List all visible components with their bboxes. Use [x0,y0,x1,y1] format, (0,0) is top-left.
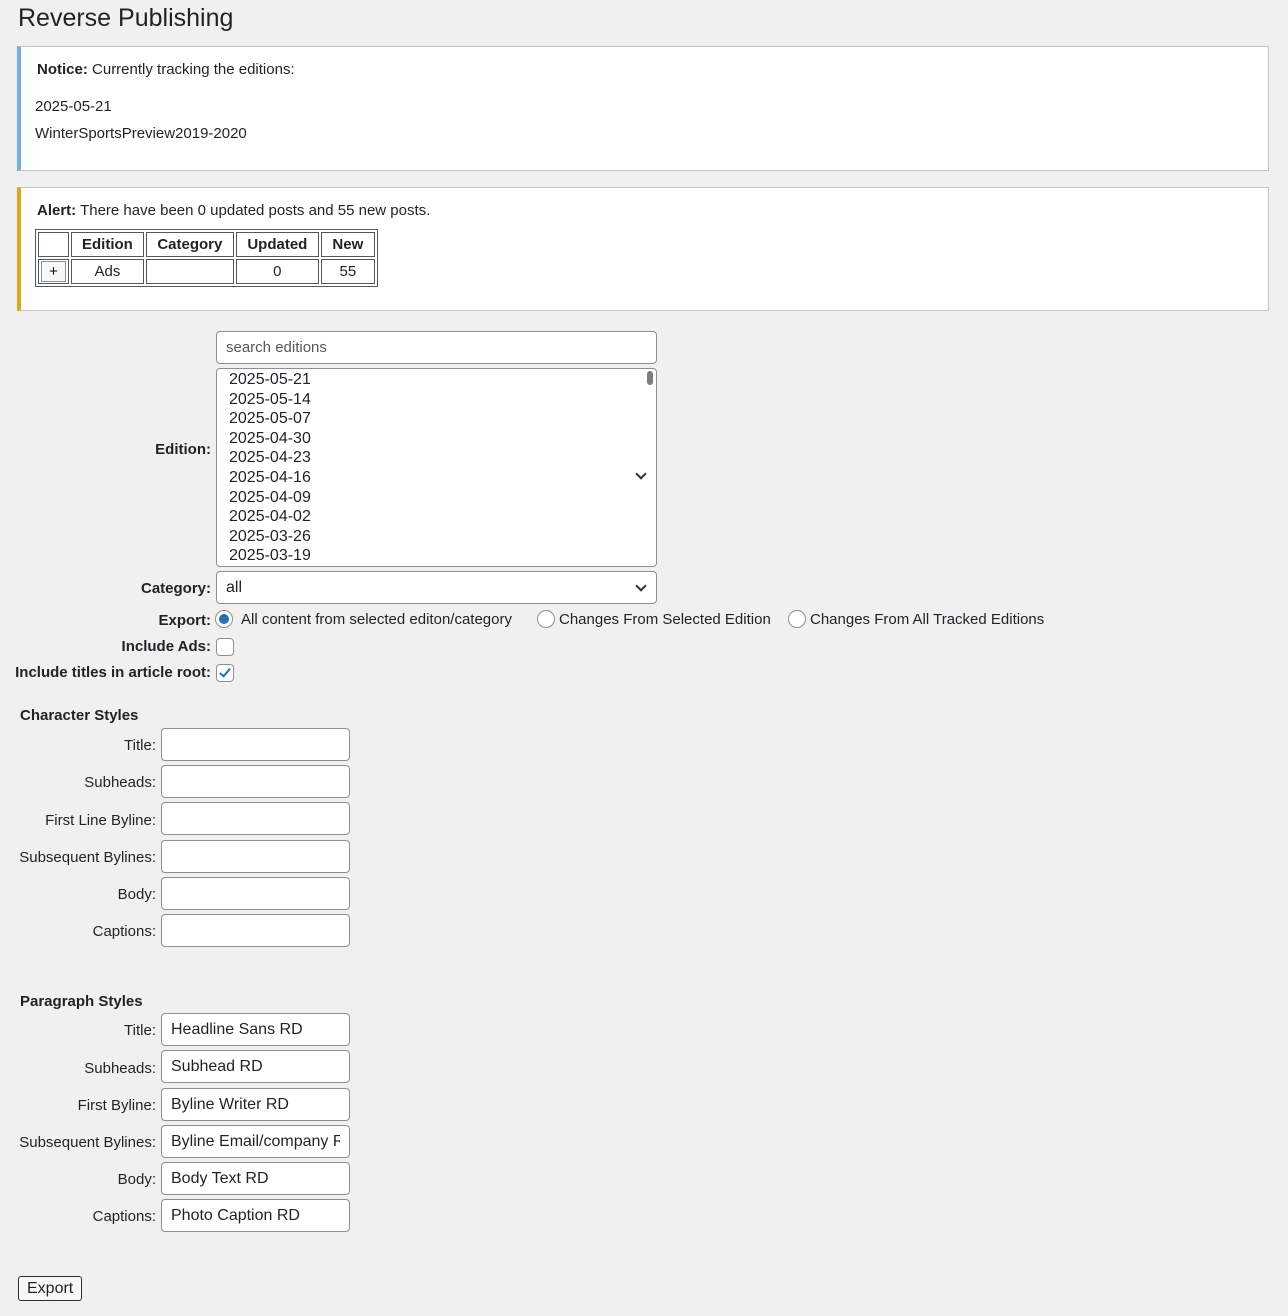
category-value: all [226,579,243,596]
edition-option[interactable]: 2025-04-16 [229,468,311,486]
para-captions-label: Captions: [92,1208,156,1225]
expand-row-button[interactable]: + [41,261,66,282]
table-cell: 55 [321,259,375,284]
export-button[interactable]: Export [18,1276,82,1301]
column-header: Updated [236,232,319,257]
notice-message [37,61,295,78]
alert-message [37,202,430,219]
para-captions-input[interactable] [161,1199,350,1232]
export-all-tracked-radio[interactable] [788,610,806,628]
edition-option[interactable]: 2025-04-30 [229,429,311,447]
para-subheads-label: Subheads: [84,1060,156,1077]
table-cell [146,259,234,284]
char-subheads-label: Subheads: [84,774,156,791]
edition-option[interactable]: 2025-04-09 [229,488,311,506]
edition-option[interactable]: 2025-05-14 [229,390,311,408]
checkmark-icon [219,665,231,677]
include-ads-checkbox[interactable] [216,638,234,656]
notice-label: Notice: [37,61,88,78]
char-body-label: Body: [117,886,156,903]
char-subsequent-bylines-label: Subsequent Bylines: [19,849,156,866]
para-first-byline-label: First Byline: [77,1097,156,1114]
update-alert [17,187,1269,311]
para-subsequent-bylines-label: Subsequent Bylines: [19,1134,156,1151]
para-title-input[interactable] [161,1013,350,1046]
edition-option[interactable]: 2025-04-23 [229,449,311,467]
column-header: New [321,232,375,257]
char-captions-label: Captions: [92,923,156,940]
paragraph-styles-heading: Paragraph Styles [20,993,143,1010]
table-row [38,259,375,284]
char-body-input[interactable] [161,877,350,910]
export-all-content-radio[interactable] [215,610,233,628]
page-title: Reverse Publishing [18,4,234,32]
notice-text: Currently tracking the editions: [92,61,295,78]
table-cell: 0 [236,259,319,284]
export-all-tracked-label: Changes From All Tracked Editions [810,611,1045,628]
table-cell [38,259,69,284]
category-label: Category: [140,580,211,597]
para-subheads-input[interactable] [161,1050,350,1083]
edition-option[interactable]: 2025-03-26 [229,527,311,545]
updates-table [35,229,378,287]
char-first-byline-input[interactable] [161,802,350,835]
export-selected-changes-label: Changes From Selected Edition [559,611,771,628]
edition-listbox[interactable] [216,368,657,567]
char-title-input[interactable] [161,728,350,761]
export-all-content-label: All content from selected editon/category [241,611,512,628]
column-header: Category [146,232,234,257]
table-cell: Ads [71,259,144,284]
char-captions-input[interactable] [161,914,350,947]
edition-option[interactable]: 2025-05-21 [229,371,311,388]
column-header: Edition [71,232,144,257]
search-editions-input[interactable] [216,331,657,364]
para-first-byline-input[interactable] [161,1088,350,1121]
char-subsequent-bylines-input[interactable] [161,840,350,873]
tracking-notice [17,46,1269,171]
para-body-label: Body: [117,1171,156,1188]
char-subheads-input[interactable] [161,765,350,798]
include-titles-checkbox[interactable] [216,664,234,682]
alert-text: There have been 0 updated posts and 55 new posts. [80,202,431,219]
edition-label: Edition: [155,441,211,458]
alert-label: Alert: [37,202,77,219]
export-label: Export: [158,612,211,629]
char-title-label: Title: [124,737,156,754]
export-selected-changes-radio[interactable] [537,610,555,628]
character-styles-heading: Character Styles [20,707,139,724]
chevron-down-icon [635,580,646,591]
column-header [38,232,69,257]
edition-option[interactable]: 2025-05-07 [229,410,311,428]
include-ads-label: Include Ads: [121,638,211,655]
edition-option[interactable]: 2025-03-19 [229,547,311,565]
para-subsequent-bylines-input[interactable] [161,1125,350,1158]
include-titles-label: Include titles in article root: [15,664,211,681]
category-select[interactable] [216,571,657,604]
table-header-row [38,232,375,257]
tracked-edition: WinterSportsPreview2019-2020 [35,125,247,142]
para-title-label: Title: [124,1022,156,1039]
para-body-input[interactable] [161,1162,350,1195]
tracked-edition: 2025-05-21 [35,98,112,115]
listbox-scrollbar[interactable] [647,371,653,385]
edition-option[interactable]: 2025-04-02 [229,508,311,526]
char-first-byline-label: First Line Byline: [45,812,156,829]
